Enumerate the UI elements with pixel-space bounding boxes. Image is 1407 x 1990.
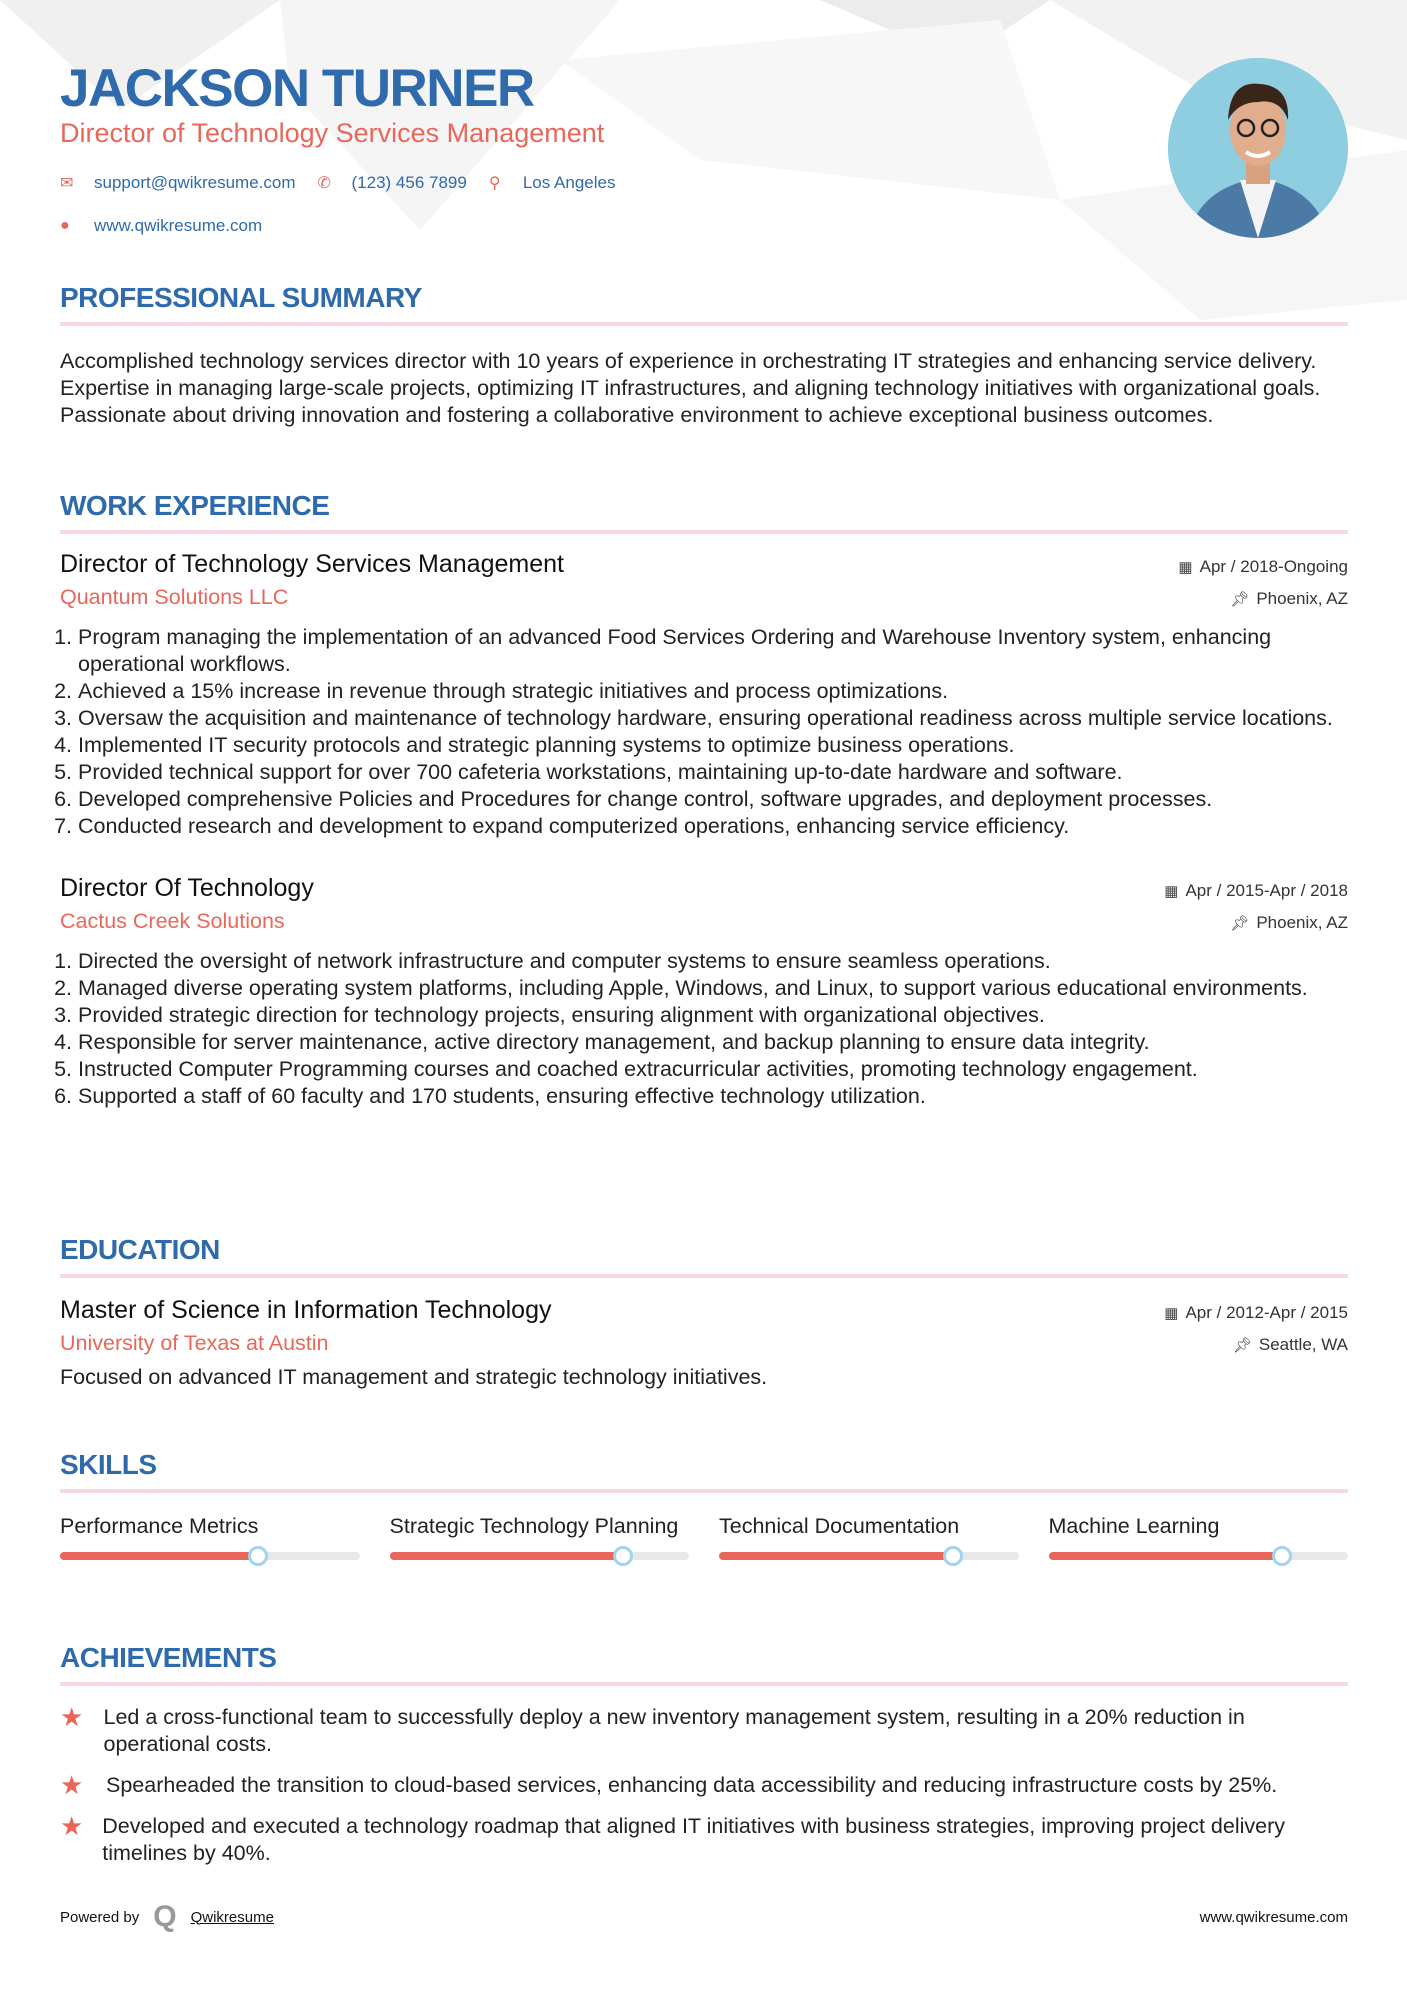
school-name: University of Texas at Austin (60, 1331, 329, 1355)
education-dates: Apr / 2012-Apr / 2015 (1185, 1303, 1348, 1322)
skill-bar (390, 1552, 690, 1560)
email-link[interactable]: support@qwikresume.com (94, 173, 296, 192)
job-dates: Apr / 2018-Ongoing (1199, 557, 1348, 576)
star-icon: ★ (60, 1770, 84, 1800)
bullet: 2. Managed diverse operating system platforms, including Apple, Windows, and Linux, to support various educational environments. (78, 975, 1348, 1002)
skill-item (719, 1513, 1019, 1560)
bullet: 6. Developed comprehensive Policies and Procedures for change control, software upgrades, and deployment processes. (78, 786, 1348, 813)
skills-section (60, 1449, 1348, 1560)
calendar-icon: ▦ (1164, 1305, 1179, 1322)
location-text: Los Angeles (522, 173, 616, 192)
company-name: Cactus Creek Solutions (60, 909, 285, 933)
skill-name: Machine Learning (1048, 1514, 1220, 1538)
education-section (60, 1234, 1348, 1391)
divider (60, 322, 1348, 326)
bullet: 6. Supported a staff of 60 faculty and 170 students, ensuring effective technology utilization. (78, 1083, 1348, 1110)
bullet: 2. Achieved a 15% increase in revenue through strategic initiatives and process optimizations. (78, 678, 1348, 705)
profile-photo (1168, 58, 1348, 238)
skill-bar-fill (1049, 1552, 1283, 1560)
divider (60, 1489, 1348, 1493)
skill-name: Technical Documentation (719, 1514, 960, 1538)
degree-title: Master of Science in Information Technology (60, 1296, 552, 1324)
skill-level-knob (613, 1546, 633, 1566)
phone-text: (123) 456 7899 (351, 173, 467, 192)
experience-section (60, 490, 1348, 1110)
calendar-icon: ▦ (1178, 559, 1193, 576)
star-icon: ★ (60, 1702, 84, 1732)
divider (60, 1682, 1348, 1686)
job-title: Director of Technology Services Management (60, 550, 564, 578)
website-row (60, 216, 262, 236)
envelope-icon: ✉ (60, 175, 74, 192)
job-location: Phoenix, AZ (1256, 589, 1348, 608)
skills-heading: SKILLS (60, 1449, 157, 1480)
website-link[interactable]: www.qwikresume.com (94, 216, 263, 235)
calendar-icon: ▦ (1164, 883, 1179, 900)
achievement-item (60, 1772, 1348, 1799)
job-location: Phoenix, AZ (1256, 913, 1348, 932)
experience-heading: WORK EXPERIENCE (60, 490, 330, 521)
summary-section (60, 282, 1348, 429)
job-bullets (60, 948, 1348, 1110)
skill-name: Strategic Technology Planning (389, 1514, 679, 1538)
job-dates: Apr / 2015-Apr / 2018 (1185, 881, 1348, 900)
company-name: Quantum Solutions LLC (60, 585, 289, 609)
achievement-text: Led a cross-functional team to successfully deploy a new inventory management system, resulting in a 20% reduction in operational costs. (103, 1705, 1245, 1756)
skill-level-knob (248, 1546, 268, 1566)
bullet: 1. Directed the oversight of network infrastructure and computer systems to ensure seamless operations. (78, 948, 1348, 975)
divider (60, 1274, 1348, 1278)
bullet: 7. Conducted research and development to expand computerized operations, enhancing service efficiency. (78, 813, 1348, 840)
skill-bar (60, 1552, 360, 1560)
globe-icon: ● (60, 217, 70, 234)
skill-name: Performance Metrics (60, 1514, 259, 1538)
bullet: 3. Oversaw the acquisition and maintenance of technology hardware, ensuring operational readiness across multiple service locations. (78, 705, 1348, 732)
skill-item (390, 1513, 690, 1560)
bullet: 1. Program managing the implementation of an advanced Food Services Ordering and Warehouse Inventory system, enhancing operational workflows. (78, 624, 1348, 678)
footer (60, 1900, 1348, 1934)
skill-item (1049, 1513, 1349, 1560)
job-title: Director Of Technology (60, 874, 314, 902)
skill-bar-fill (390, 1552, 624, 1560)
achievements-section (60, 1642, 1348, 1881)
candidate-title: Director of Technology Services Management (60, 118, 605, 148)
job-entry (60, 550, 1348, 840)
phone-icon: ✆ (317, 175, 331, 192)
bullet: 5. Provided technical support for over 700 cafeteria workstations, maintaining up-to-date hardware and software. (78, 759, 1348, 786)
job-bullets (60, 624, 1348, 840)
skill-level-knob (1272, 1546, 1292, 1566)
education-description: Focused on advanced IT management and strategic technology initiatives. (60, 1365, 768, 1389)
summary-heading: PROFESSIONAL SUMMARY (60, 282, 422, 313)
summary-text: Accomplished technology services director with 10 years of experience in orchestrating IT strategies and enhancing service delivery. Expertise in managing large-scale projects, optimizing IT infrastructures, and aligning technology initiatives with organizational goals. Passionate about driving innovation and fostering a collaborative environment to achieve exceptional business outcomes. (60, 349, 1321, 427)
pin-icon: 📌︎ (1230, 915, 1250, 932)
powered-by-label: Powered by (60, 1908, 140, 1926)
education-heading: EDUCATION (60, 1234, 220, 1265)
achievement-item (60, 1704, 1348, 1758)
education-location: Seattle, WA (1258, 1335, 1348, 1354)
skill-level-knob (943, 1546, 963, 1566)
pin-icon: 📌︎ (1232, 1337, 1252, 1354)
bullet: 3. Provided strategic direction for technology projects, ensuring alignment with organizational objectives. (78, 1002, 1348, 1029)
candidate-name: JACKSON TURNER (60, 59, 534, 118)
achievement-item (60, 1813, 1348, 1867)
star-icon: ★ (60, 1811, 84, 1841)
pin-icon: 📌︎ (1230, 591, 1250, 608)
contact-row (60, 173, 615, 193)
skill-bar-fill (60, 1552, 258, 1560)
divider (60, 530, 1348, 534)
job-entry (60, 874, 1348, 1110)
skill-item (60, 1513, 360, 1560)
footer-website[interactable]: www.qwikresume.com (1199, 1908, 1348, 1926)
bullet: 5. Instructed Computer Programming courses and coached extracurricular activities, promoting technology engagement. (78, 1056, 1348, 1083)
achievement-text: Spearheaded the transition to cloud-based services, enhancing data accessibility and reducing infrastructure costs by 25%. (106, 1773, 1278, 1797)
skill-bar-fill (719, 1552, 953, 1560)
achievement-text: Developed and executed a technology roadmap that aligned IT initiatives with business strategies, improving project delivery timelines by 40%. (102, 1814, 1285, 1865)
bullet: 4. Responsible for server maintenance, active directory management, and backup planning to ensure data integrity. (78, 1029, 1348, 1056)
qwikresume-logo-icon: Q (153, 1900, 177, 1933)
map-pin-icon: ⚲ (488, 175, 501, 192)
achievements-heading: ACHIEVEMENTS (60, 1642, 277, 1673)
bullet: 4. Implemented IT security protocols and strategic planning systems to optimize business operations. (78, 732, 1348, 759)
skill-bar (719, 1552, 1019, 1560)
skill-bar (1049, 1552, 1349, 1560)
qwikresume-link[interactable]: Qwikresume (190, 1908, 274, 1926)
